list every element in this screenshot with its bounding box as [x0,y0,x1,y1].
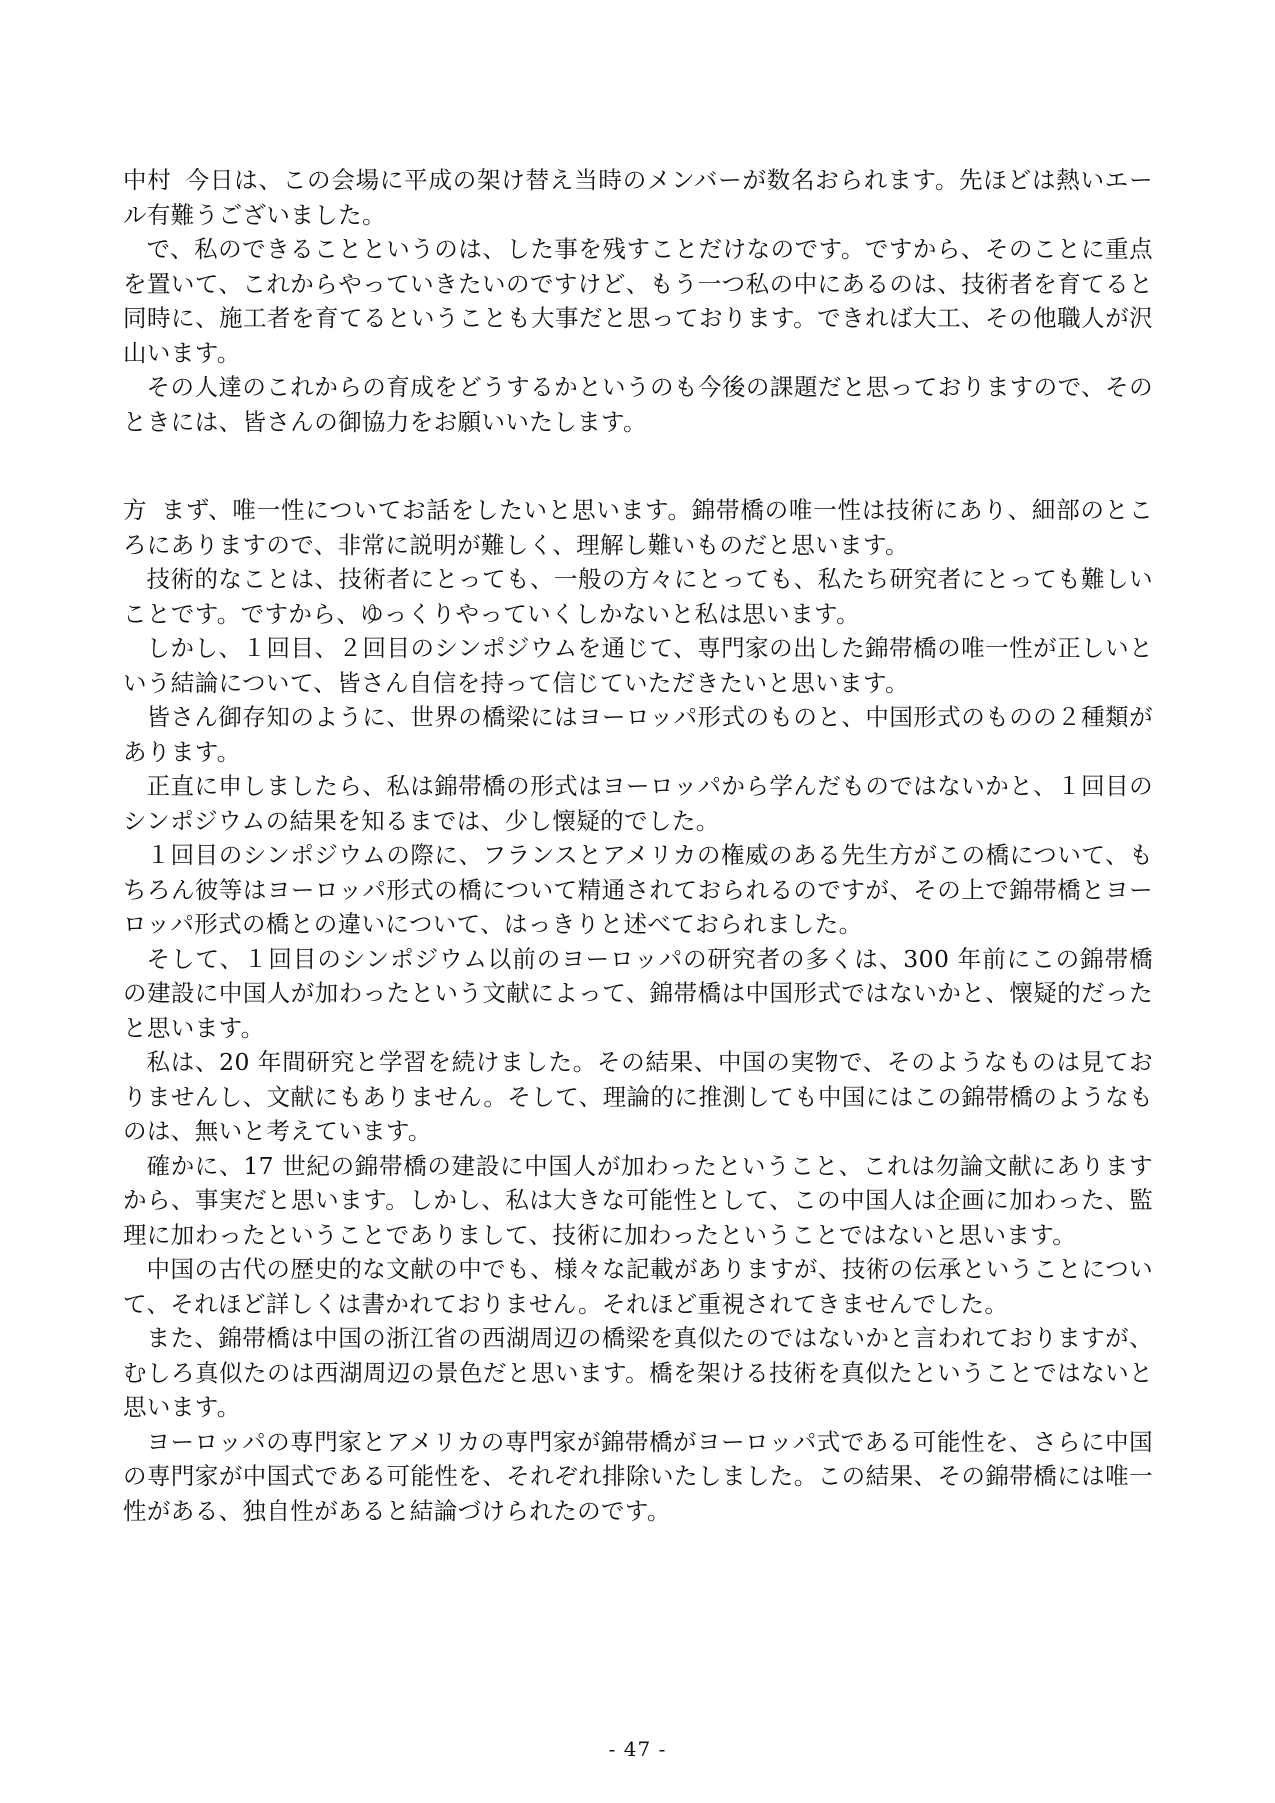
speaker-paragraph [123,493,1153,562]
document-body [123,163,1153,1528]
speaker-paragraph [123,163,1153,232]
paragraph: 技術的なことは、技術者にとっても、一般の方々にとっても、私たち研究者にとっても難しいことです。ですから、ゆっくりやっていくしかないと私は思います。 [123,565,1153,628]
paragraph: 私は、20 年間研究と学習を続けました。その結果、中国の実物で、そのようなものは見ておりませんし、文献にもありません。そして、理論的に推測しても中国にはこの錦帯橋のようなものは、無いと考えています。 [123,1048,1153,1145]
speaker-name: 中村 [123,166,172,194]
section-fang [123,493,1153,1528]
paragraph: 皆さん御存知のように、世界の橋梁にはヨーロッパ形式のものと、中国形式のものの２種類があります。 [123,703,1153,766]
paragraph: １回目のシンポジウムの際に、フランスとアメリカの権威のある先生方がこの橋について、もちろん彼等はヨーロッパ形式の橋について精通されておられるのですが、その上で錦帯橋とヨーロッパ形式の橋との違いについて、はっきりと述べておられました。 [123,841,1153,938]
paragraph: ヨーロッパの専門家とアメリカの専門家が錦帯橋がヨーロッパ式である可能性を、さらに中国の専門家が中国式である可能性を、それぞれ排除いたしました。この結果、その錦帯橋には唯一性がある、独自性があると結論づけられたのです。 [123,1427,1153,1525]
section-spacer [123,439,1153,493]
section-nakamura [123,163,1153,439]
paragraph: 正直に申しましたら、私は錦帯橋の形式はヨーロッパから学んだものではないかと、１回目のシンポジウムの結果を知るまでは、少し懐疑的でした。 [123,772,1153,835]
paragraph-text: まず、唯一性についてお話をしたいと思います。錦帯橋の唯一性は技術にあり、細部のところにありますので、非常に説明が難しく、理解し難いものだと思います。 [123,496,1154,559]
paragraph-text: 今日は、この会場に平成の架け替え当時のメンバーが数名おられます。先ほどは熱いエール有難うございました。 [123,166,1153,229]
paragraph: しかし、１回目、２回目のシンポジウムを通じて、専門家の出した錦帯橋の唯一性が正しいという結論について、皆さん自信を持って信じていただきたいと思います。 [123,634,1153,697]
paragraph: また、錦帯橋は中国の浙江省の西湖周辺の橋梁を真似たのではないかと言われておりますが、むしろ真似たのは西湖周辺の景色だと思います。橋を架ける技術を真似たということではないと思います。 [123,1324,1153,1421]
paragraph: その人達のこれからの育成をどうするかというのも今後の課題だと思っておりますので、そのときには、皆さんの御協力をお願いいたします。 [123,373,1153,436]
paragraph: で、私のできることというのは、した事を残すことだけなのです。ですから、そのことに重点を置いて、これからやっていきたいのですけど、もう一つ私の中にあるのは、技術者を育てると同時に、施工者を育てるということも大事だと思っております。できれば大工、その他職人が沢山います。 [123,235,1153,367]
paragraph: 確かに、17 世紀の錦帯橋の建設に中国人が加わったということ、これは勿論文献にありますから、事実だと思います。しかし、私は大きな可能性として、この中国人は企画に加わった、監理に加わったということでありまして、技術に加わったということではないと思います。 [123,1151,1153,1249]
paragraph: 中国の古代の歴史的な文献の中でも、様々な記載がありますが、技術の伝承ということについて、それほど詳しくは書かれておりません。それほど重視されてきませんでした。 [123,1255,1153,1318]
speaker-name: 方 [123,496,148,524]
page-number: - 47 - [608,1737,667,1761]
paragraph: そして、１回目のシンポジウム以前のヨーロッパの研究者の多くは、300 年前にこの錦帯橋の建設に中国人が加わったという文献によって、錦帯橋は中国形式ではないかと、懐疑的だったと思います。 [123,944,1153,1042]
